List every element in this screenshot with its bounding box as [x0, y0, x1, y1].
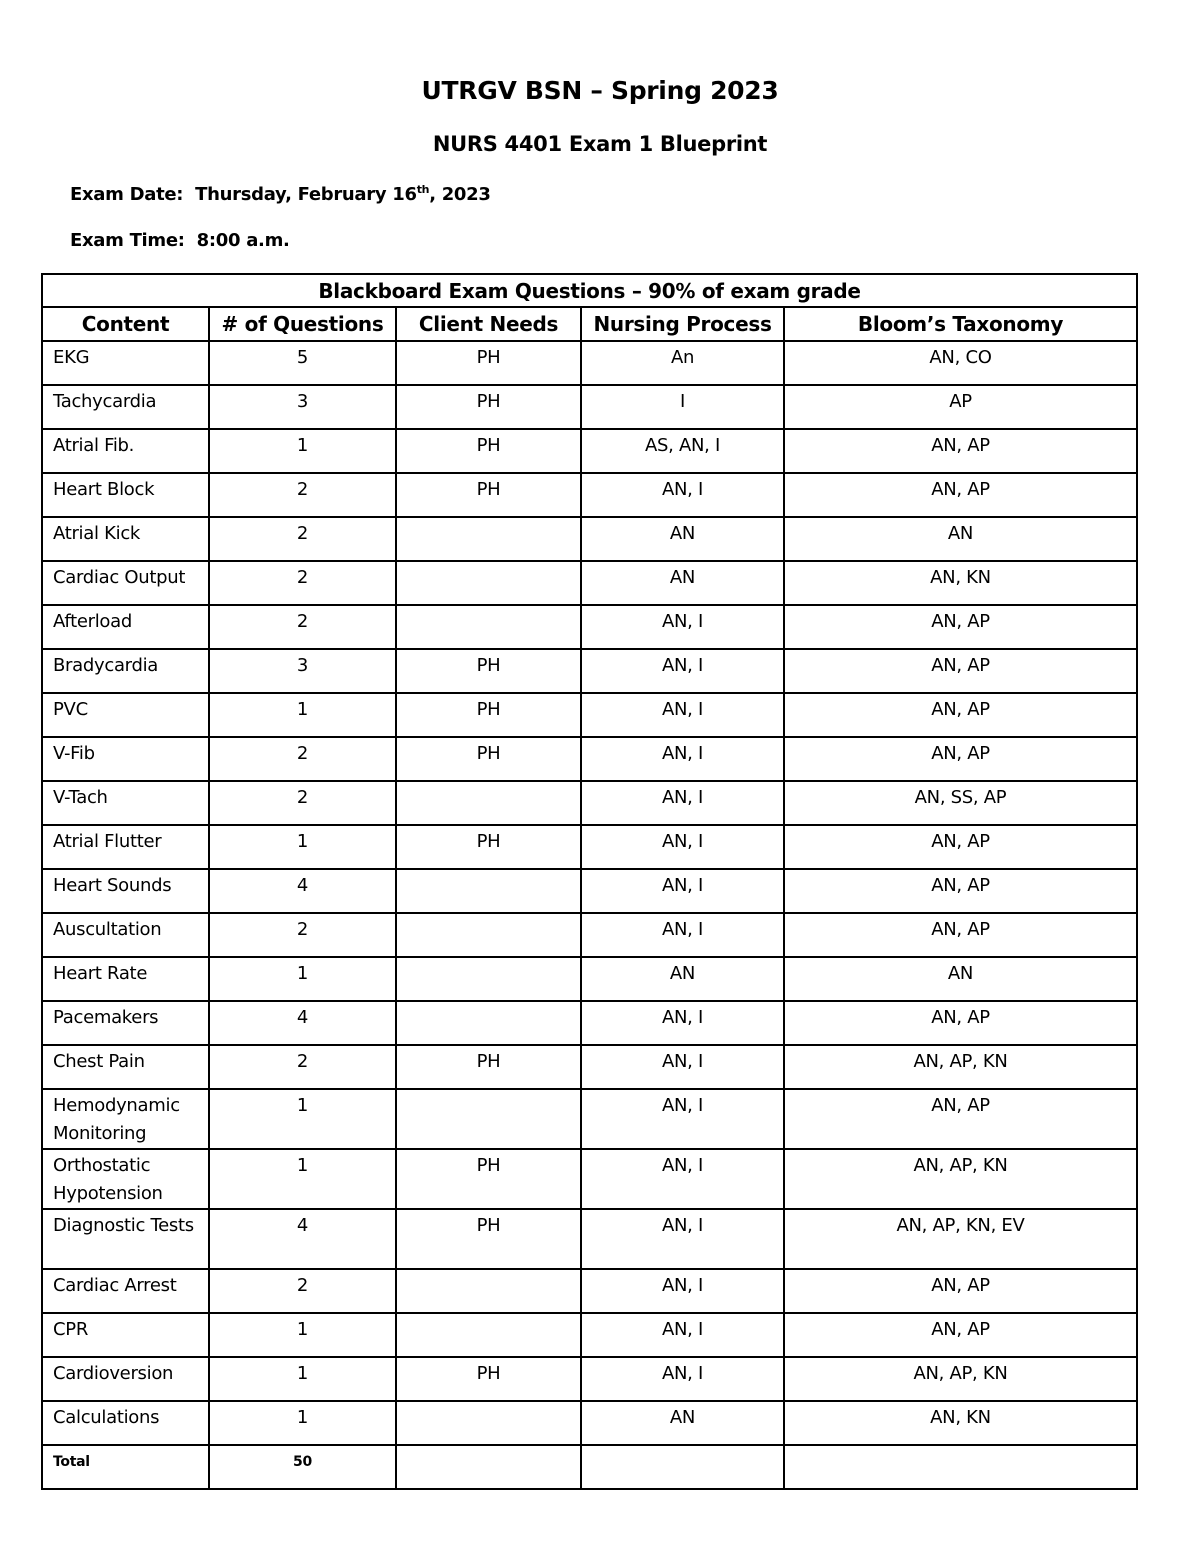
exam-date-label: Exam Date:: [70, 184, 184, 205]
client-needs-cell: PH: [396, 429, 581, 473]
blooms-taxonomy-cell: AN, AP: [784, 1001, 1137, 1045]
table-row: [42, 693, 1137, 737]
nursing-process-cell: AN, I: [581, 605, 784, 649]
content-cell: Atrial Flutter: [42, 825, 209, 869]
questions-cell: 2: [209, 561, 396, 605]
table-cell: [581, 1445, 784, 1489]
questions-cell: 3: [209, 385, 396, 429]
total-row: [42, 1445, 1137, 1489]
content-cell: Tachycardia: [42, 385, 209, 429]
questions-cell: 2: [209, 913, 396, 957]
blooms-taxonomy-cell: AN, AP, KN: [784, 1357, 1137, 1401]
client-needs-cell: [396, 1089, 581, 1149]
blooms-taxonomy-cell: AN, SS, AP: [784, 781, 1137, 825]
client-needs-cell: [396, 1269, 581, 1313]
table-row: [42, 1149, 1137, 1209]
page-title: UTRGV BSN – Spring 2023: [421, 76, 779, 105]
content-cell: Heart Sounds: [42, 869, 209, 913]
column-header-blooms-taxonomy: Bloom’s Taxonomy: [784, 307, 1137, 341]
blooms-taxonomy-cell: AN, AP: [784, 1089, 1137, 1149]
table-cell: [396, 1445, 581, 1489]
content-cell: Heart Rate: [42, 957, 209, 1001]
questions-cell: 1: [209, 693, 396, 737]
questions-cell: 1: [209, 429, 396, 473]
nursing-process-cell: AN, I: [581, 649, 784, 693]
blooms-taxonomy-cell: AN: [784, 957, 1137, 1001]
table-row: [42, 913, 1137, 957]
questions-cell: 4: [209, 1001, 396, 1045]
content-cell: Atrial Kick: [42, 517, 209, 561]
content-cell: V-Tach: [42, 781, 209, 825]
nursing-process-cell: AN, I: [581, 781, 784, 825]
client-needs-cell: [396, 913, 581, 957]
content-cell: Calculations: [42, 1401, 209, 1445]
table-row: [42, 341, 1137, 385]
nursing-process-cell: AN, I: [581, 1269, 784, 1313]
client-needs-cell: PH: [396, 649, 581, 693]
nursing-process-cell: AN, I: [581, 913, 784, 957]
content-cell: V-Fib: [42, 737, 209, 781]
exam-date-suffix: th: [416, 183, 430, 196]
content-cell: Chest Pain: [42, 1045, 209, 1089]
blooms-taxonomy-cell: AN, AP: [784, 913, 1137, 957]
client-needs-cell: PH: [396, 1045, 581, 1089]
content-cell: Cardiac Arrest: [42, 1269, 209, 1313]
questions-cell: 2: [209, 605, 396, 649]
table-row: [42, 737, 1137, 781]
client-needs-cell: PH: [396, 385, 581, 429]
client-needs-cell: PH: [396, 1209, 581, 1269]
questions-cell: 2: [209, 737, 396, 781]
table-row: [42, 1401, 1137, 1445]
blooms-taxonomy-cell: AN, AP, KN: [784, 1149, 1137, 1209]
blooms-taxonomy-cell: AN, AP: [784, 473, 1137, 517]
blooms-taxonomy-cell: AN, AP: [784, 869, 1137, 913]
table-row: [42, 473, 1137, 517]
blooms-taxonomy-cell: AN, AP: [784, 825, 1137, 869]
client-needs-cell: PH: [396, 473, 581, 517]
blooms-taxonomy-cell: AN, AP, KN: [784, 1045, 1137, 1089]
questions-cell: 1: [209, 1357, 396, 1401]
content-cell: Cardioversion: [42, 1357, 209, 1401]
table-row: [42, 385, 1137, 429]
questions-cell: 2: [209, 1269, 396, 1313]
questions-cell: 1: [209, 1401, 396, 1445]
nursing-process-cell: AN, I: [581, 1045, 784, 1089]
table-banner: Blackboard Exam Questions – 90% of exam grade: [42, 274, 1137, 307]
nursing-process-cell: An: [581, 341, 784, 385]
questions-cell: 5: [209, 341, 396, 385]
questions-cell: 2: [209, 781, 396, 825]
questions-cell: 2: [209, 517, 396, 561]
nursing-process-cell: AN, I: [581, 825, 784, 869]
client-needs-cell: [396, 781, 581, 825]
client-needs-cell: PH: [396, 1357, 581, 1401]
content-cell: Auscultation: [42, 913, 209, 957]
table-row: [42, 1313, 1137, 1357]
nursing-process-cell: AN, I: [581, 693, 784, 737]
questions-cell: 3: [209, 649, 396, 693]
table-row: [42, 517, 1137, 561]
table-row: [42, 957, 1137, 1001]
table-header-row: [42, 307, 1137, 341]
questions-cell: 1: [209, 1313, 396, 1357]
table-row: [42, 1001, 1137, 1045]
table-row: [42, 429, 1137, 473]
nursing-process-cell: AN, I: [581, 1209, 784, 1269]
client-needs-cell: [396, 869, 581, 913]
nursing-process-cell: AN, I: [581, 1357, 784, 1401]
blooms-taxonomy-cell: AN, AP: [784, 693, 1137, 737]
content-cell: Bradycardia: [42, 649, 209, 693]
questions-cell: 1: [209, 1089, 396, 1149]
content-cell: PVC: [42, 693, 209, 737]
nursing-process-cell: AN, I: [581, 1313, 784, 1357]
client-needs-cell: [396, 561, 581, 605]
table-row: [42, 561, 1137, 605]
nursing-process-cell: AN, I: [581, 737, 784, 781]
table-body: [42, 341, 1137, 1445]
total-value: 50: [209, 1445, 396, 1489]
nursing-process-cell: AN: [581, 517, 784, 561]
column-header-questions: # of Questions: [209, 307, 396, 341]
nursing-process-cell: AN: [581, 957, 784, 1001]
nursing-process-cell: AN: [581, 1401, 784, 1445]
nursing-process-cell: AN: [581, 561, 784, 605]
content-cell: Pacemakers: [42, 1001, 209, 1045]
blooms-taxonomy-cell: AN, AP: [784, 737, 1137, 781]
blooms-taxonomy-cell: AP: [784, 385, 1137, 429]
blooms-taxonomy-cell: AN, AP: [784, 649, 1137, 693]
column-header-client-needs: Client Needs: [396, 307, 581, 341]
table-row: [42, 605, 1137, 649]
nursing-process-cell: AN, I: [581, 473, 784, 517]
table-row: [42, 1045, 1137, 1089]
content-cell: Orthostatic Hypotension: [42, 1149, 209, 1209]
total-label: Total: [42, 1445, 209, 1489]
nursing-process-cell: AN, I: [581, 869, 784, 913]
client-needs-cell: PH: [396, 825, 581, 869]
table-row: [42, 869, 1137, 913]
client-needs-cell: [396, 1401, 581, 1445]
content-cell: Afterload: [42, 605, 209, 649]
content-cell: EKG: [42, 341, 209, 385]
content-cell: Diagnostic Tests: [42, 1209, 209, 1269]
nursing-process-cell: AN, I: [581, 1089, 784, 1149]
nursing-process-cell: AS, AN, I: [581, 429, 784, 473]
nursing-process-cell: I: [581, 385, 784, 429]
nursing-process-cell: AN, I: [581, 1149, 784, 1209]
client-needs-cell: PH: [396, 1149, 581, 1209]
exam-date-day: Thursday, February 16: [195, 184, 417, 205]
questions-cell: 1: [209, 825, 396, 869]
exam-time-value: 8:00 a.m.: [196, 230, 290, 251]
questions-cell: 4: [209, 1209, 396, 1269]
blooms-taxonomy-cell: AN, CO: [784, 341, 1137, 385]
exam-date-value: [195, 184, 490, 205]
content-cell: Cardiac Output: [42, 561, 209, 605]
client-needs-cell: [396, 605, 581, 649]
questions-cell: 1: [209, 1149, 396, 1209]
exam-date: [70, 183, 491, 205]
column-header-content: Content: [42, 307, 209, 341]
table-row: [42, 1269, 1137, 1313]
table-cell: [784, 1445, 1137, 1489]
blooms-taxonomy-cell: AN, AP: [784, 605, 1137, 649]
blueprint-table: [41, 273, 1138, 1490]
content-cell: Heart Block: [42, 473, 209, 517]
nursing-process-cell: AN, I: [581, 1001, 784, 1045]
questions-cell: 1: [209, 957, 396, 1001]
questions-cell: 2: [209, 1045, 396, 1089]
client-needs-cell: PH: [396, 737, 581, 781]
questions-cell: 2: [209, 473, 396, 517]
page-subtitle: NURS 4401 Exam 1 Blueprint: [432, 132, 768, 156]
table-row: [42, 1357, 1137, 1401]
table-row: [42, 825, 1137, 869]
blooms-taxonomy-cell: AN, KN: [784, 561, 1137, 605]
column-header-nursing-process: Nursing Process: [581, 307, 784, 341]
client-needs-cell: PH: [396, 341, 581, 385]
table-row: [42, 1089, 1137, 1149]
table-row: [42, 781, 1137, 825]
exam-time: [70, 230, 290, 251]
blooms-taxonomy-cell: AN: [784, 517, 1137, 561]
blooms-taxonomy-cell: AN, AP, KN, EV: [784, 1209, 1137, 1269]
blooms-taxonomy-cell: AN, AP: [784, 429, 1137, 473]
questions-cell: 4: [209, 869, 396, 913]
client-needs-cell: [396, 957, 581, 1001]
content-cell: Hemodynamic Monitoring: [42, 1089, 209, 1149]
exam-time-label: Exam Time:: [70, 230, 185, 251]
table-row: [42, 649, 1137, 693]
client-needs-cell: [396, 517, 581, 561]
client-needs-cell: [396, 1313, 581, 1357]
content-cell: Atrial Fib.: [42, 429, 209, 473]
client-needs-cell: [396, 1001, 581, 1045]
content-cell: CPR: [42, 1313, 209, 1357]
blooms-taxonomy-cell: AN, KN: [784, 1401, 1137, 1445]
exam-date-year: , 2023: [429, 184, 491, 205]
table-banner-row: [42, 274, 1137, 307]
table-row: [42, 1209, 1137, 1269]
blooms-taxonomy-cell: AN, AP: [784, 1269, 1137, 1313]
client-needs-cell: PH: [396, 693, 581, 737]
blooms-taxonomy-cell: AN, AP: [784, 1313, 1137, 1357]
